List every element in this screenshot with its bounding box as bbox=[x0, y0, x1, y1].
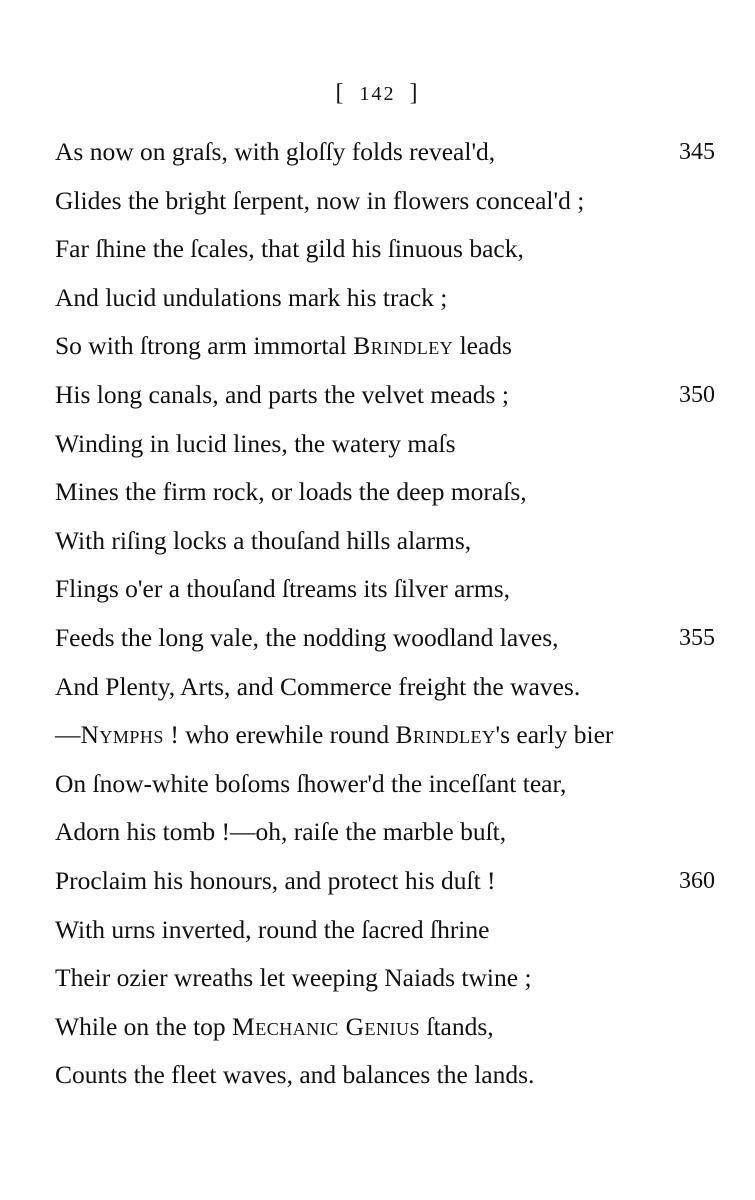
verse-text-segment: And lucid undulations mark his track ; bbox=[55, 282, 448, 312]
verse-text-segment: Far ſhine the ſcales, that gild his ſinuous back, bbox=[55, 234, 524, 264]
verse-line-text bbox=[55, 380, 509, 409]
verse-line bbox=[55, 663, 715, 712]
verse-line bbox=[55, 420, 715, 469]
verse-text-segment: Their ozier wreaths let weeping Naiads twine ; bbox=[55, 963, 532, 993]
verse-text-segment: — bbox=[55, 720, 81, 750]
verse-line bbox=[55, 906, 715, 955]
verse-line-text bbox=[55, 477, 527, 506]
header-open-bracket: [ bbox=[335, 80, 346, 106]
verse-line-text bbox=[55, 866, 496, 895]
verse-line bbox=[55, 274, 715, 323]
verse-line-text bbox=[55, 623, 559, 652]
verse-line-text bbox=[55, 1060, 534, 1089]
verse-line bbox=[55, 1003, 715, 1052]
verse-text-segment: Winding in lucid lines, the watery maſs bbox=[55, 428, 456, 458]
verse-text-segment: On ſnow-white boſoms ſhower'd the inceſſant tear, bbox=[55, 768, 567, 798]
small-caps-name: Brindley bbox=[353, 331, 454, 361]
verse-line-text bbox=[55, 526, 471, 555]
verse-line bbox=[55, 128, 715, 177]
verse-line-text bbox=[55, 331, 512, 360]
header-close-bracket: ] bbox=[409, 80, 420, 106]
verse-line-text bbox=[55, 915, 489, 944]
verse-text-segment: leads bbox=[453, 331, 512, 361]
verse-line bbox=[55, 177, 715, 226]
small-caps-name: Nymphs bbox=[80, 720, 164, 750]
verse-text-segment: With urns inverted, round the ſacred ſhrine bbox=[55, 914, 490, 944]
small-caps-name: Mechanic Genius bbox=[232, 1011, 421, 1041]
verse-line bbox=[55, 371, 715, 420]
verse-text-segment: Glides the bright ſerpent, now in flowers conceal'd ; bbox=[55, 185, 585, 215]
verse-line-text bbox=[55, 574, 510, 603]
verse-line-text bbox=[55, 817, 506, 846]
verse-text-segment: While on the top bbox=[55, 1011, 233, 1041]
verse-text-segment: Feeds the long vale, the nodding woodland laves, bbox=[55, 622, 559, 652]
verse-line bbox=[55, 857, 715, 906]
verse-text-segment: His long canals, and parts the velvet meads ; bbox=[55, 379, 509, 409]
verse-text-segment: With riſing locks a thouſand hills alarms, bbox=[55, 525, 472, 555]
verse-line-text bbox=[55, 429, 456, 458]
verse-text-segment: So with ſtrong arm immortal bbox=[55, 331, 354, 361]
verse-text-segment: Counts the fleet waves, and balances the lands. bbox=[55, 1060, 535, 1090]
line-number: 345 bbox=[679, 139, 715, 165]
small-caps-name: Brindley bbox=[395, 720, 496, 750]
verse-line-text bbox=[55, 283, 447, 312]
verse-line-text bbox=[55, 720, 613, 749]
line-number: 360 bbox=[679, 867, 715, 894]
verse-line bbox=[55, 760, 715, 809]
verse-line-text bbox=[55, 137, 495, 166]
verse-text-segment: Flings o'er a thouſand ſtreams its ſilver arms, bbox=[55, 574, 511, 604]
verse-line bbox=[55, 808, 715, 857]
verse-line-text bbox=[55, 963, 532, 992]
verse-line bbox=[55, 1051, 715, 1100]
verse-line bbox=[55, 225, 715, 274]
page-header bbox=[0, 80, 755, 107]
verse-text-segment: Adorn his tomb !—oh, raiſe the marble buſt, bbox=[55, 817, 507, 847]
verse-line bbox=[55, 517, 715, 566]
verse-text-segment: 's early bier bbox=[495, 720, 614, 750]
verse-line-text bbox=[55, 672, 580, 701]
verse-line-text bbox=[55, 1012, 494, 1041]
page-number: 142 bbox=[359, 83, 396, 105]
verse-text-segment: ſtands, bbox=[420, 1011, 494, 1041]
verse-line bbox=[55, 565, 715, 614]
poem-verse bbox=[55, 128, 715, 1100]
line-number: 350 bbox=[679, 381, 715, 408]
verse-text-segment: As now on graſs, with gloſſy folds reveal'd, bbox=[55, 137, 496, 166]
verse-line bbox=[55, 468, 715, 517]
verse-line-text bbox=[55, 186, 584, 215]
verse-line bbox=[55, 711, 715, 760]
verse-line bbox=[55, 614, 715, 663]
verse-line bbox=[55, 322, 715, 371]
verse-line-text bbox=[55, 769, 566, 798]
verse-line bbox=[55, 954, 715, 1003]
verse-text-segment: Proclaim his honours, and protect his duſt ! bbox=[55, 865, 496, 895]
verse-line-text bbox=[55, 234, 524, 263]
line-number: 355 bbox=[679, 624, 715, 651]
verse-text-segment: ! who erewhile round bbox=[163, 720, 396, 750]
verse-text-segment: And Plenty, Arts, and Commerce freight the waves. bbox=[55, 671, 581, 701]
verse-text-segment: Mines the firm rock, or loads the deep moraſs, bbox=[55, 477, 527, 507]
